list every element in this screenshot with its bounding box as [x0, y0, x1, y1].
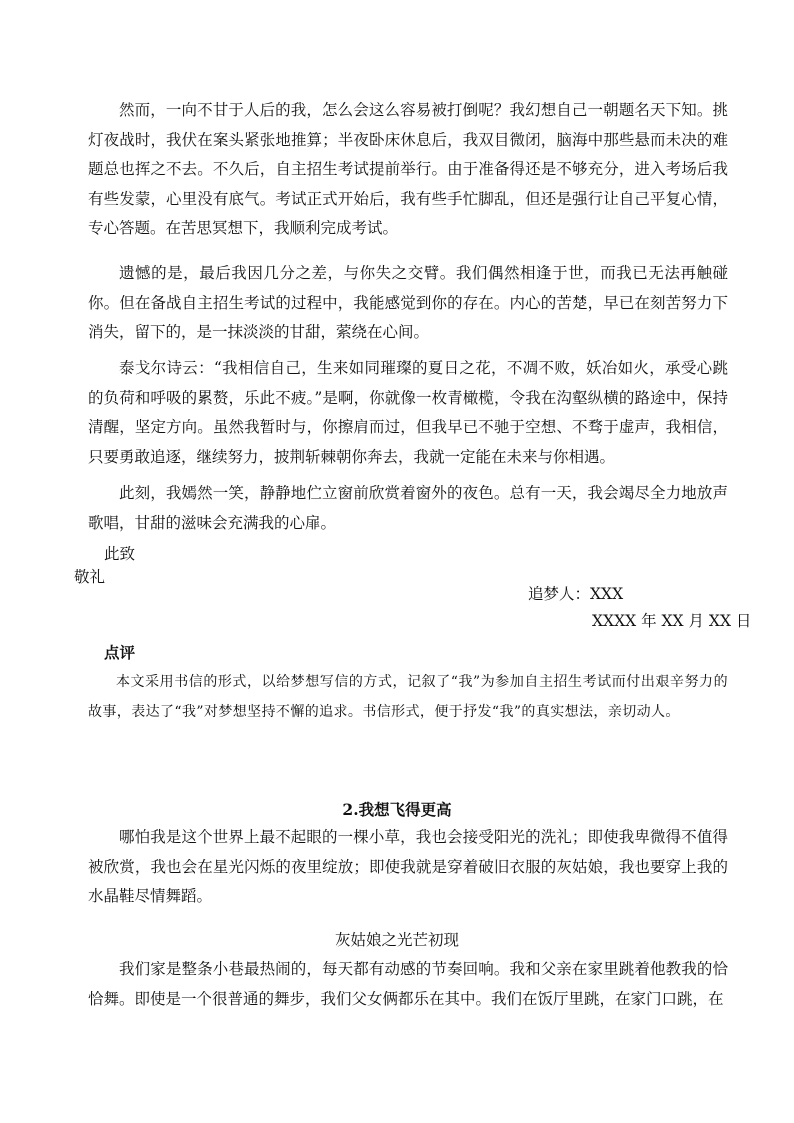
essay-intro: 哪怕我是这个世界上最不起眼的一棵小草，我也会接受阳光的洗礼；即使我卑微得不值得被欣赏，我也会在星光闪烁的夜里绽放；即使我就是穿着破旧衣服的灰姑娘，我也要穿上我的水晶鞋尽情舞蹈。: [88, 828, 728, 905]
letter-signature: 追梦人：XXX: [528, 585, 624, 603]
paragraph-exam-effort: 然而，一向不甘于人后的我，怎么会这么容易被打倒呢？我幻想自己一朝题名天下知。挑灯夜战时，我伏在案头紧张地推算；半夜卧床休息后，我双目微闭，脑海中那些悬而未决的难题总也挥之不去。不久后，自主招生考试提前举行。由于准备得还是不够充分，进入考场后我有些发蒙，心里没有底气。考试正式开始后，我有些手忙脚乱，但还是强行让自己平复心情，专心答题。在苦思冥想下，我顺利完成考试。: [88, 101, 728, 237]
comment-body: 本文采用书信的形式，以给梦想写信的方式，记叙了“我”为参加自主招生考试而付出艰辛努力的故事，表达了“我”对梦想坚持不懈的追求。书信形式，便于抒发“我”的真实想法，亲切动人。: [88, 674, 728, 720]
letter-date: XXXX 年 XX 月 XX 日: [592, 612, 752, 630]
essay-section-subtitle: 灰姑娘之光芒初现: [334, 931, 459, 949]
closing-jing-li: 敬礼: [74, 568, 106, 586]
paragraph-night-view: 此刻，我嫣然一笑，静静地伫立窗前欣赏着窗外的夜色。总有一天，我会竭尽全力地放声歌唱，甘甜的滋味会充满我的心扉。: [88, 484, 728, 532]
comment-heading: 点评: [104, 643, 136, 662]
essay-paragraph-family-dance: 我们家是整条小巷最热闹的，每天都有动感的节奏回响。我和父亲在家里跳着他教我的恰恰舞。即使是一个很普通的舞步，我们父女俩都乐在其中。我们在饭厅里跳，在家门口跳，在: [88, 960, 728, 1008]
essay-title: 2.我想飞得更高: [342, 800, 452, 819]
closing-ci-zhi: 此致: [104, 545, 136, 563]
paragraph-tagore-quote: 泰戈尔诗云：“我相信自己，生来如同璀璨的夏日之花，不凋不败，妖冶如火，承受心跳的负荷和呼吸的累赘，乐此不疲。”是啊，你就像一枚青橄榄，令我在沟壑纵横的路途中，保持清醒，坚定方向。虽然我暂时与，你擦肩而过，但我早已不驰于空想、不骛于虚声，我相信，只要勇敢追逐，继续努力，披荆斩棘朝你奔去，我就一定能在未来与你相遇。: [88, 359, 728, 466]
paragraph-regret: 遗憾的是，最后我因几分之差，与你失之交臂。我们偶然相逢于世，而我已无法再触碰你。但在备战自主招生考试的过程中，我能感觉到你的存在。内心的苦楚，早已在刻苦努力下消失，留下的，是一抹淡淡的甘甜，萦绕在心间。: [88, 264, 728, 341]
